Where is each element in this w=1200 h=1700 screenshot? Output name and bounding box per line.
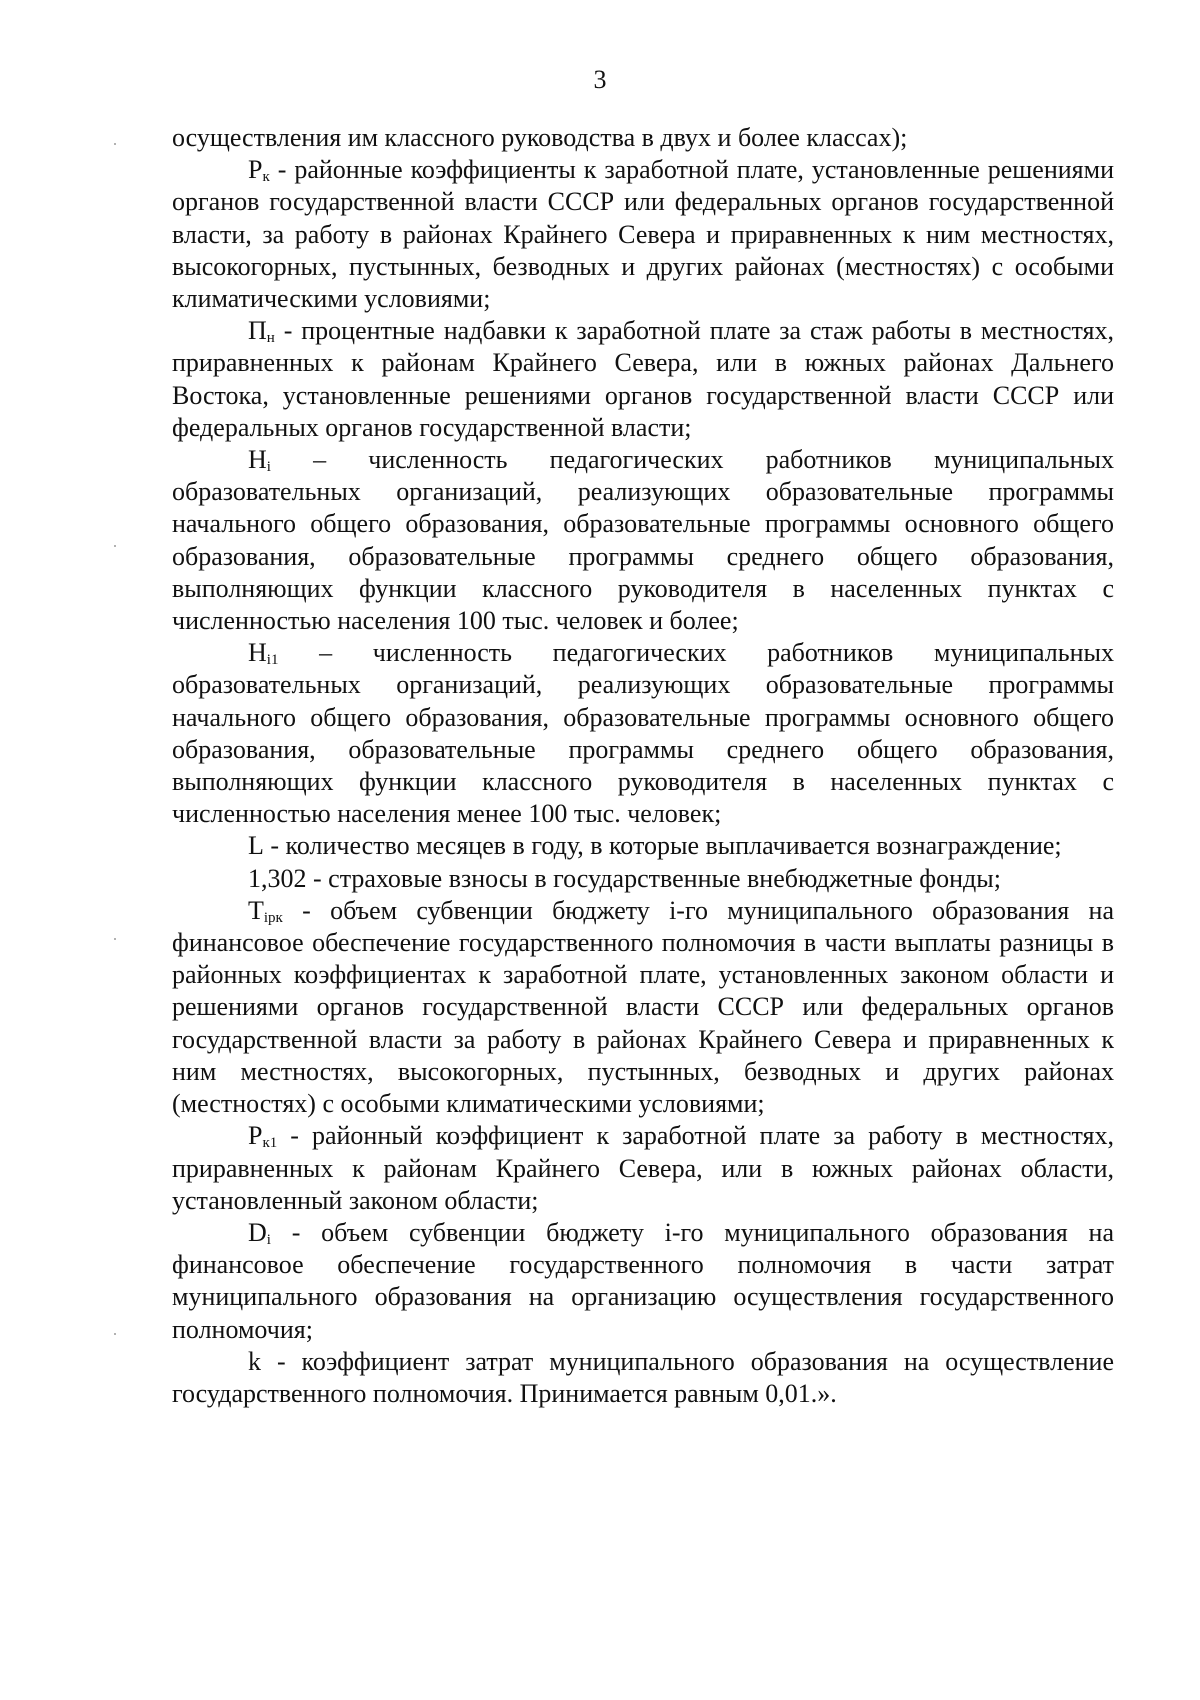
definition-ni1 — [172, 637, 1114, 830]
paragraph-continuation — [172, 122, 1114, 154]
definition-text: - страховые взносы в государственные внебюджетные фонды; — [306, 863, 1001, 893]
formula-symbol: L — [248, 831, 264, 861]
formula-symbol: $Р_{к1}$ — [248, 1121, 278, 1152]
definition-text: - объем субвенции бюджету i-го муниципального образования на финансовое обеспечение государственного полномочия в части затрат муниципального образования на организацию осуществления государственного полномочия; — [172, 1217, 1114, 1344]
definition-rk — [172, 154, 1114, 315]
scan-margin-mark — [114, 143, 116, 145]
formula-symbol: k — [248, 1346, 261, 1376]
definition-insurance-rate — [172, 863, 1114, 895]
formula-symbol: $Р_к$ — [248, 155, 270, 186]
document-body — [172, 122, 1114, 1410]
definition-text: - количество месяцев в году, в которые выплачивается вознаграждение; — [263, 831, 1062, 861]
formula-symbol: $П_н$ — [248, 316, 275, 347]
paragraph-text: осуществления им классного руководства в двух и более классах); — [172, 123, 908, 152]
definition-text: – численность педагогических работников муниципальных образовательных организаций, реализующих образовательные программы начального общего образования, образовательные программы основного общего образования, образовательные программы среднего общего образования, выполняющих функции классного руководителя в населенных пунктах с численностью населения менее 100 тыс. человек; — [172, 638, 1114, 829]
page-number: 3 — [593, 65, 607, 94]
formula-symbol: 1,302 — [248, 863, 307, 893]
formula-symbol: $D_i$ — [248, 1217, 271, 1248]
definition-text: - коэффициент затрат муниципального образования на осуществление государственного полномочия. Принимается равным 0,01.». — [172, 1346, 1114, 1408]
definition-ni — [172, 444, 1114, 637]
definition-pn — [172, 315, 1114, 444]
formula-symbol: $Н_i$ — [248, 445, 271, 476]
formula-symbol: $Т_{iрк}$ — [248, 895, 283, 926]
definition-tirk — [172, 895, 1114, 1120]
definition-k — [172, 1346, 1114, 1410]
definition-di — [172, 1217, 1114, 1346]
definition-text: - районные коэффициенты к заработной плате, установленные решениями органов государственной власти СССР или федеральных органов государственной власти, за работу в районах Крайнего Севера и приравненных к ним местностях, высокогорных, пустынных, безводных и других районах (местностях) с особыми климатическими условиями; — [172, 155, 1114, 314]
definition-text: – численность педагогических работников муниципальных образовательных организаций, реализующих образовательные программы начального общего образования, образовательные программы основного общего образования, образовательные программы среднего общего образования, выполняющих функции классного руководителя в населенных пунктах с численностью населения 100 тыс. человек и более; — [172, 445, 1114, 636]
scan-margin-mark — [114, 545, 116, 547]
definition-text: - процентные надбавки к заработной плате за стаж работы в местностях, приравненных к районам Крайнего Севера, или в южных районах Дальнего Востока, установленные решениями органов государственной власти СССР или федеральных органов государственной власти; — [172, 316, 1114, 442]
definition-text: - районный коэффициент к заработной плате за работу в местностях, приравненных к районам Крайнего Севера, или в южных районах области, установленный законом области; — [172, 1121, 1114, 1215]
definition-text: - объем субвенции бюджету i-го муниципального образования на финансовое обеспечение государственного полномочия в части выплаты разницы в районных коэффициентах к заработной плате, установленных законом области и решениями органов государственной власти СССР или федеральных органов государственной власти за работу в районах Крайнего Севера и приравненных к ним местностях, высокогорных, пустынных, безводных и других районах (местностях) с особыми климатическими условиями; — [172, 895, 1114, 1119]
formula-symbol: $Н_{i1}$ — [248, 638, 279, 669]
definition-l — [172, 830, 1114, 862]
scan-margin-mark — [114, 1333, 116, 1335]
scan-margin-mark — [114, 938, 116, 940]
definition-rk1 — [172, 1120, 1114, 1217]
